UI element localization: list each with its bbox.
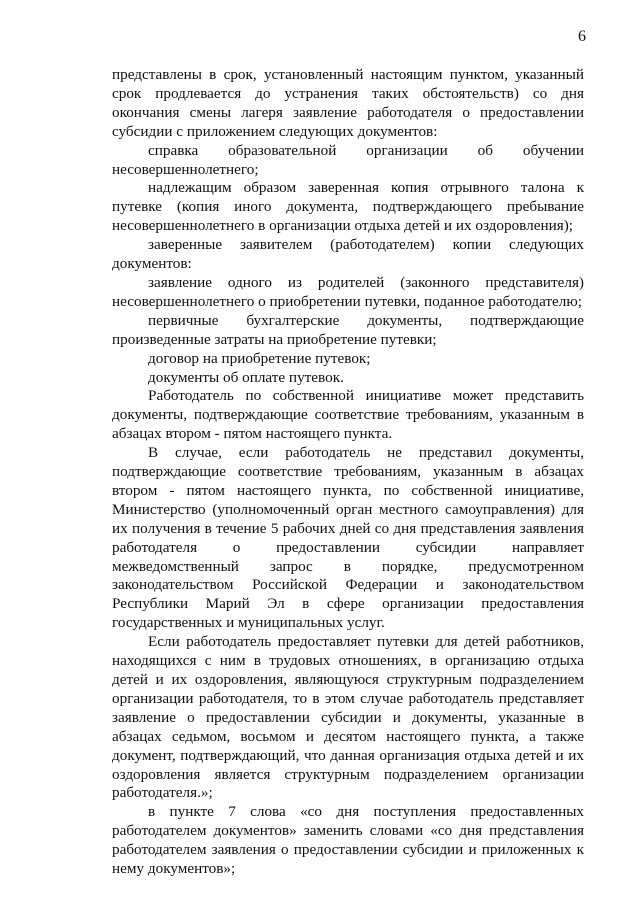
paragraph-8: документы об оплате путевок. [148, 368, 344, 386]
paragraph-4: заверенные заявителем (работодателем) копии следующих документов: [112, 236, 584, 273]
paragraph-11: Если работодатель предоставляет путевки для детей работников, находящихся с ним в трудовых отношениях, в организацию отдыха детей и их оздоровления, являющуюся структурным подразделением организации работодателя, то в этом случае работодатель представляет заявление о предоставлении субсидии и документы, указанные в абзацах седьмом, восьмом и десятом настоящего пункта, а также документ, подтверждающий, что данная организация отдыха детей и их оздоровления является структурным подразделением организации работодателя.»; [112, 633, 584, 802]
page-number: 6 [578, 28, 586, 45]
paragraph-10: В случае, если работодатель не представил документы, подтверждающие соответствие требованиям, указанным в абзацах втором - пятом настоящего пункта, по собственной инициативе, Министерство (уполномоченный орган местного самоуправления) для их получения в течение 5 рабочих дней со дня представления заявления работодателя о предоставлении субсидии направляет межведомственный запрос в порядке, предусмотренном законодательством Российской Федерации и законодательством Республики Марий Эл в сфере организации предоставления государственных и муниципальных услуг. [112, 444, 584, 632]
document-body [112, 66, 584, 879]
paragraph-2: справка образовательной организации об обучении несовершеннолетнего; [112, 141, 584, 178]
paragraph-5: заявление одного из родителей (законного представителя) несовершеннолетнего о приобретении путевки, поданное работодателю; [112, 273, 584, 310]
paragraph-9: Работодатель по собственной инициативе может представить документы, подтверждающие соответствие требованиям, указанным в абзацах втором - пятом настоящего пункта. [112, 387, 584, 443]
paragraph-12: в пункте 7 слова «со дня поступления предоставленных работодателем документов» заменить словами «со дня представления работодателем заявления о предоставлении субсидии и приложенных к нему документов»; [112, 803, 584, 878]
paragraph-1: представлены в срок, установленный настоящим пунктом, указанный срок продлевается до устранения таких обстоятельств) со дня окончания смены лагеря заявление работодателя о предоставлении субсидии с приложением следующих документов: [112, 66, 584, 140]
paragraph-3: надлежащим образом заверенная копия отрывного талона к путевке (копия иного документа, подтверждающего пребывание несовершеннолетнего в организации отдыха детей и их оздоровления); [112, 179, 584, 235]
paragraph-7: договор на приобретение путевок; [148, 349, 371, 367]
paragraph-6: первичные бухгалтерские документы, подтверждающие произведенные затраты на приобретение путевки; [112, 311, 584, 348]
